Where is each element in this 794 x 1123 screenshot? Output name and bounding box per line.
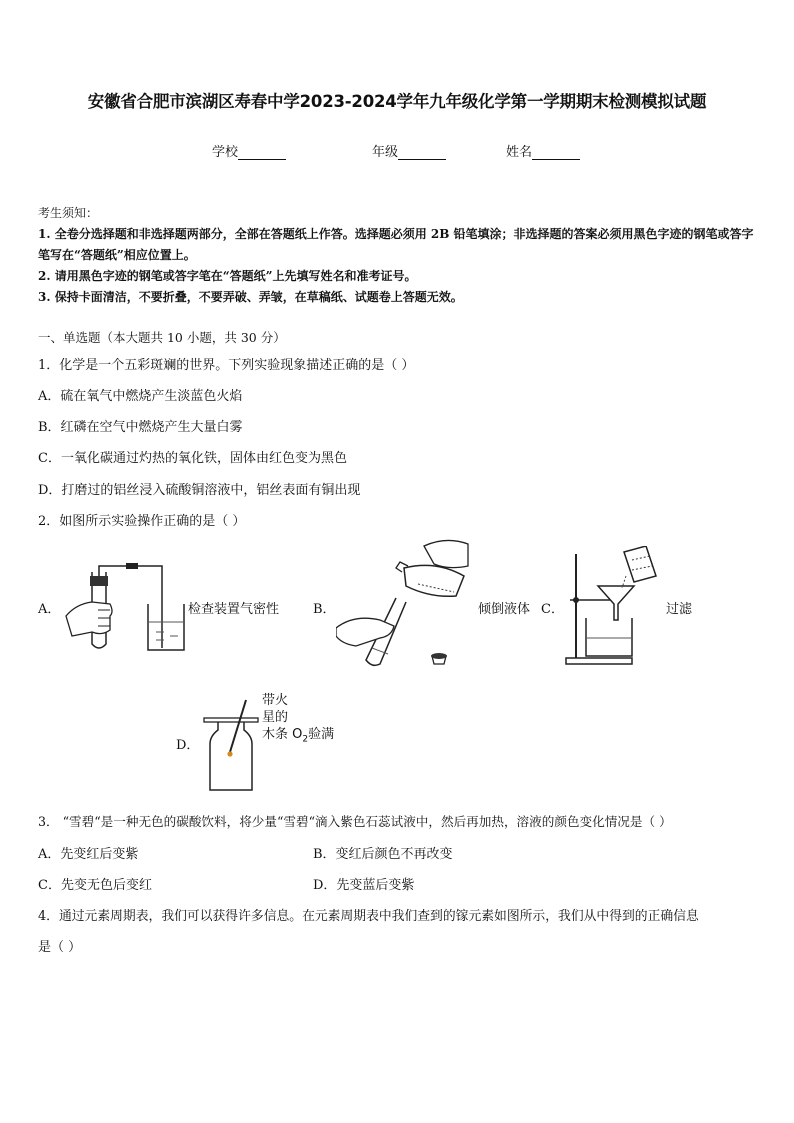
q4-stem-continued: 是（ ） [38,940,82,955]
q2-stem: 2．如图所示实验操作正确的是（ ） [38,514,246,529]
name-field [506,141,580,160]
section-heading: 一、单选题（本大题共 10 小题，共 30 分） [38,330,286,345]
q1-option-a[interactable]: A．硫在氧气中燃烧产生淡蓝色火焰 [38,389,243,404]
q2-option-a-letter[interactable]: A． [38,602,61,617]
q2-d-caption-line-2: 星的 [262,710,289,725]
q3-option-c[interactable]: C．先变无色后变红 [38,878,152,893]
q2-option-d-letter[interactable]: D． [176,738,200,753]
note-item-2: 2. 请用黑色字迹的钢笔或答字笔在“答题纸”上先填写姓名和准考证号。 [38,269,417,283]
q2-option-a-caption: 检查装置气密性 [188,602,280,617]
q2-d-caption-line-3: 木条 O [262,727,303,742]
oxygen-test-figure [200,696,262,794]
q4-stem: 4．通过元素周期表，我们可以获得许多信息。在元素周期表中我们查到的镓元素如图所示，我们从中得到的正确信息 [38,909,699,924]
q2-d-caption-line-4: 验满 [308,727,335,742]
q3-option-b[interactable]: B．变红后颜色不再改变 [313,847,453,862]
q1-option-d[interactable]: D．打磨过的铝丝浸入硫酸铜溶液中，铝丝表面有铜出现 [38,483,361,498]
note-item-3: 3. 保持卡面清洁，不要折叠，不要弄破、弄皱，在草稿纸、试题卷上答题无效。 [38,290,463,304]
q2-d-caption-line-1: 带火 [262,693,289,708]
q2-option-b-caption: 倾倒液体 [478,602,531,617]
q2-option-c-letter[interactable]: C． [541,602,564,617]
name-blank[interactable] [532,147,580,160]
airtight-check-figure [62,560,192,656]
grade-blank[interactable] [398,147,446,160]
school-label: 学校 [212,145,239,160]
q2-option-b-letter[interactable]: B． [313,602,336,617]
school-field [212,141,286,160]
grade-field [372,141,446,160]
exam-notes [38,203,756,308]
filtration-figure [562,546,658,670]
q3-option-a[interactable]: A．先变红后变紫 [38,847,139,862]
grade-label: 年级 [372,145,399,160]
pour-liquid-figure [336,536,476,668]
q2-d-caption-sub: 2 [302,734,309,745]
note-item-1: 1. 全卷分选择题和非选择题两部分，全部在答题纸上作答。选择题必须用 2B 铅笔填涂；非选择题的答案必须用黑色字迹的钢笔或答字笔写在“答题纸”相应位置上。 [38,227,754,262]
q1-option-c[interactable]: C．一氧化碳通过灼热的氧化铁，固体由红色变为黑色 [38,451,347,466]
q1-stem: 1．化学是一个五彩斑斓的世界。下列实验现象描述正确的是（ ） [38,358,415,373]
school-blank[interactable] [238,147,286,160]
q2-option-d-caption [262,692,334,749]
notes-heading: 考生须知： [38,206,99,220]
q2-option-c-caption: 过滤 [666,602,693,617]
name-label: 姓名 [506,145,533,160]
page-title: 安徽省合肥市滨湖区寿春中学2023-2024学年九年级化学第一学期期末检测模拟试题 [87,92,707,111]
q1-option-b[interactable]: B．红磷在空气中燃烧产生大量白雾 [38,420,243,435]
q3-stem: 3． “雪碧“是一种无色的碳酸饮料，将少量“雪碧“滴入紫色石蕊试液中，然后再加热，溶液的颜色变化情况是（ ） [38,814,672,829]
q3-option-d[interactable]: D．先变蓝后变紫 [313,878,415,893]
